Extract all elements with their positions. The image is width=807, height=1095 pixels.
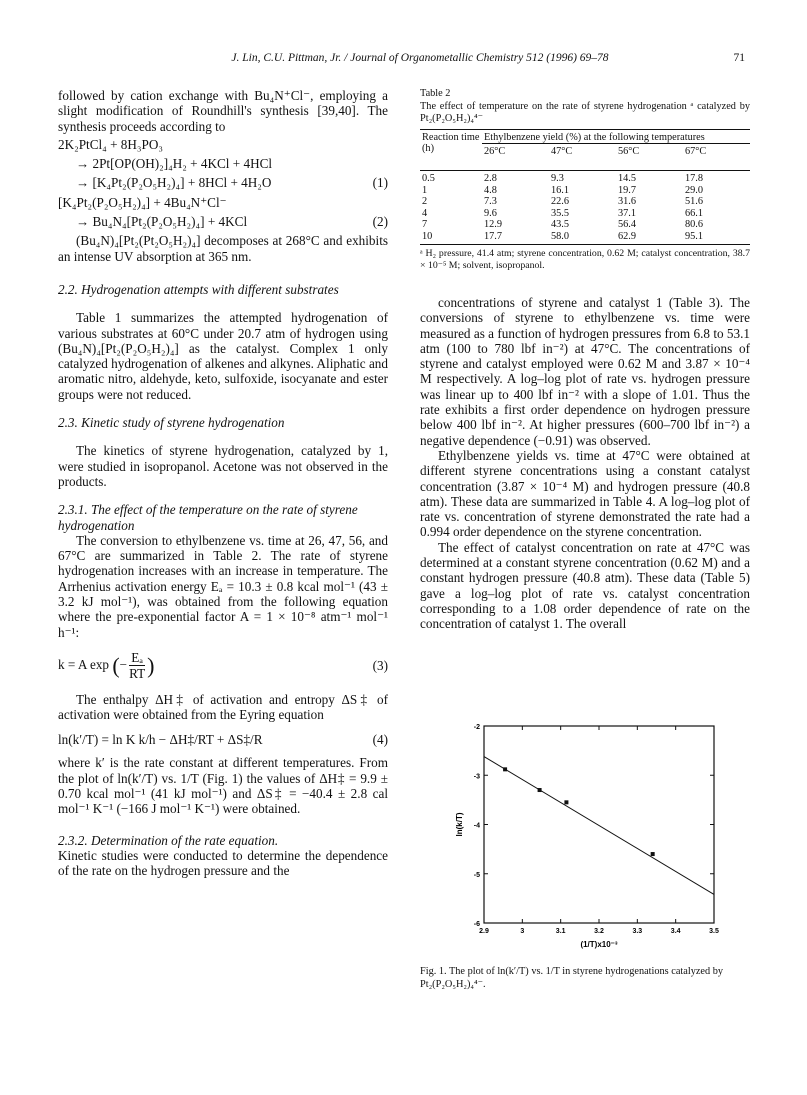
points-group [503,767,655,856]
left-column [58,88,388,878]
equation-2-text-b: → Bu₄N₄[Pt₂(P₂O₅H₂)₄] + 4KCl [76,214,248,230]
table-cell: 17.8 [684,173,703,184]
x-tick-label: 3.1 [555,928,566,935]
equation-3-denominator: RT [129,666,146,682]
table-cell: 2 [422,196,428,207]
equation-1-text-a: 2K₂PtCl₄ + 8H₃PO₃ [58,136,163,152]
x-tick-label: 3 [520,928,525,935]
section-2-2-heading: 2.2. Hydrogenation attempts with different substrates [58,281,339,297]
eyring-paragraph: The enthalpy ΔH‡ of activation and entropy ΔS‡ of activation were obtained from the Eyring equation [58,691,388,722]
x-tick-label: 2.9 [479,928,489,935]
equation-1-text-c: → [K₄Pt₂(P₂O₅H₂)₄] + 8HCl + 4H₂O [76,175,272,191]
equation-1-line-3 [58,175,388,190]
equation-3-lhs: k = A exp [58,656,110,672]
page-number: 71 [733,52,745,64]
table-cell: 35.5 [550,207,570,219]
table-2-head-temp: 26°C [484,146,506,157]
equation-1-line-2 [58,156,388,171]
table-2 [420,88,750,271]
right-column [420,88,750,632]
table-2-footnote: ᵃ H₂ pressure, 41.4 atm; styrene concentration, 0.62 M; catalyst concentration, 38.7 × 10⁻⁵ M; solvent, isopropanol. [420,248,750,271]
equation-4-number: (4) [372,732,388,748]
table-row [420,185,750,197]
table-cell: 51.6 [684,196,703,207]
table-cell: 22.6 [550,196,570,207]
table-2-head-temp: 56°C [617,146,640,157]
running-header: J. Lin, C.U. Pittman, Jr. / Journal of Organometallic Chemistry 512 (1996) 69–78 [231,52,609,64]
table-cell: 10 [422,230,433,242]
plot-frame-rect [484,726,714,923]
x-tick-label: 3.2 [594,928,604,935]
table-2-head-temp: 47°C [550,146,573,157]
table-cell: 17.7 [484,230,503,242]
table-cell: 37.1 [617,207,636,219]
table-2-caption: The effect of temperature on the rate of styrene hydrogenation ᵃ catalyzed by Pt₂(P₂O₅H₂)₄⁴⁻ [420,100,750,124]
x-tick-label: 3.4 [670,928,681,935]
equation-4-expression: ln(k′/T) = ln K k/h − ΔH‡/RT + ΔS‡/R [58,732,263,748]
table-cell: 2.8 [484,173,497,184]
plot-ticks [474,724,719,935]
y-tick-label: -5 [473,871,480,879]
table-cell: 58.0 [550,230,570,242]
table-cell: 56.4 [617,219,636,230]
equation-2-text-a: [K₄Pt₂(P₂O₅H₂)₄] + 4Bu₄N⁺Cl⁻ [58,194,227,210]
figure-1-caption: Fig. 1. The plot of ln(k′/T) vs. 1/T in styrene hydrogenations catalyzed by Pt₂(P₂O₅H₂)₄⁴⁻. [420,966,723,990]
decomposition-paragraph: (Bu₄N)₄[Pt₂(Pt₂O₅H₂)₄] decomposes at 268°C and exhibits an intense UV absorption at 365 nm. [58,233,388,264]
x-tick-label: 3.3 [632,928,643,935]
table-row [420,171,750,185]
data-point [651,852,655,856]
table-row [420,219,750,231]
equation-1-number: (1) [372,175,388,191]
equation-4 [58,732,388,747]
y-tick-label: -3 [473,773,480,781]
intro-paragraph: followed by cation exchange with Bu₄N⁺Cl⁻, employing a slight modification of Roundhill's synthesis [39,40]. The synthesis proceeds according to [58,88,388,134]
data-point [538,788,542,792]
equation-2-line-1 [58,195,388,210]
table-cell: 95.1 [684,230,703,242]
table-cell: 14.5 [617,173,636,184]
table-cell: 31.6 [617,196,636,207]
section-2-3-2-paragraph: Kinetic studies were conducted to determine the dependence of the rate on the hydrogen pressure and the [58,847,388,879]
section-2-2-paragraph: Table 1 summarizes the attempted hydrogenation of various substrates at 60°C under 20.7 atm of hydrogen using (Bu₄N)₄[Pt₂(P₂O₅H₂)₄] as the catalyst. Complex 1 only catalyzed hydrogenation of alkenes and alkynes. Aliphatic and aromatic nitro, aldehyde, keto, sulfoxide, isocyanate and ester groups were not reduced. [58,310,388,402]
equation-1-line-1 [58,137,388,152]
fit-line-group [484,757,714,895]
table-2-head-temp: 67°C [684,146,707,157]
table-cell: 29.0 [684,184,703,196]
table-cell: 80.6 [684,219,703,230]
table-cell: 9.6 [484,207,497,219]
table-cell: 9.3 [550,173,564,184]
equation-3 [58,650,388,682]
right-paragraph-2: Ethylbenzene yields vs. time at 47°C were obtained at different styrene concentrations using a constant catalyst concentration (3.87 × 10⁻⁴ M) and hydrogen pressure (40.8 atm). These data are summarized in Table 4. A log–log plot of rate vs. concentration of styrene demonstrated the rate had a 0.994 order dependence on the styrene concentration. [420,447,750,540]
table-cell: 7.3 [484,196,497,207]
section-2-3-1-paragraph: The conversion to ethylbenzene vs. time at 26, 47, 56, and 67°C are summarized in Table 2. The rate of styrene hydrogenation increases with an increase in temperature. The Arrhenius activation energy Eₐ = 10.3 ± 0.8 kcal mol⁻¹ (43 ± 3.2 kJ mol⁻¹), was obtained from the following equation where the pre-exponential factor A = 1 × 10⁻⁸ atm⁻¹ mol⁻¹ h⁻¹: [58,532,388,640]
table-cell: 62.9 [617,230,636,242]
data-point [564,800,568,804]
table-cell: 66.1 [684,207,703,219]
equation-3-fraction [129,650,145,682]
table-cell: 43.5 [550,219,570,230]
table-row [420,196,750,208]
table-cell: 4 [422,207,428,219]
equation-3-expression: k = A exp (− $\frac{\text{Eₐ}}{RT}$ ) [58,649,155,682]
section-2-3-paragraph: The kinetics of styrene hydrogenation, catalyzed by 1, were studied in isopropanol. Acetone was not observed in the products. [58,443,388,489]
fit-line [484,757,714,895]
table-cell: 0.5 [422,173,435,184]
section-2-3-2-heading: 2.3.2. Determination of the rate equation. [58,832,279,848]
table-2-grid [420,129,750,246]
values-paragraph: where k′ is the rate constant at different temperatures. From the plot of ln(k′/T) vs. 1/T (Fig. 1) the values of ΔH‡ = 9.9 ± 0.70 kcal mol⁻¹ (41 kJ mol⁻¹) and ΔS‡ = −40.4 ± 2.8 cal mol⁻¹ K⁻¹ (−166 J mol⁻¹ K⁻¹) were obtained. [58,755,388,817]
table-cell: 7 [422,219,428,230]
table-cell: 12.9 [484,219,503,230]
y-tick-label: -6 [473,921,480,928]
equation-3-numerator: Eₐ [131,649,143,665]
table-cell: 1 [422,184,428,196]
table-cell: 4.8 [484,184,497,196]
equation-1-text-b: → 2Pt[OP(OH)₂]₄H₂ + 4KCl + 4HCl [76,156,273,172]
y-axis-label: ln(k/T) [455,812,464,837]
x-tick-label: 3.5 [709,928,719,935]
x-axis-label: (1/T)x10⁻³ [580,940,618,949]
table-2-head-time: Reaction time (h) [422,131,480,154]
y-tick-label: -4 [473,822,480,830]
equation-3-number: (3) [372,658,388,674]
table-cell: 19.7 [617,184,636,196]
right-paragraph-3: The effect of catalyst concentration on rate at 47°C was determined at a constant styrene concentration (0.62 M) and a constant hydrogen pressure (40.8 atm). These data (Table 5) gave a log–log plot of rate vs. catalyst concentration corresponding to a 1.08 order dependence of rate on the concentration of catalyst 1. The overall [420,539,750,632]
table-2-head-group: Ethylbenzene yield (%) at the following temperatures [482,129,750,144]
table-2-label: Table 2 [420,88,451,99]
table-cell: 16.1 [550,184,570,196]
table-row [420,231,750,245]
figure-1-plot [432,720,742,956]
equation-2-number: (2) [372,214,388,230]
data-point [503,767,507,771]
table-row [420,208,750,220]
y-tick-label: -2 [473,724,480,731]
equation-2-line-2 [58,214,388,229]
right-paragraph-1: concentrations of styrene and catalyst 1 (Table 3). The conversions of styrene to ethylbenzene vs. time were measured as a function of hydrogen pressures from 6.8 to 53.1 atm (100 to 780 lbf in⁻²) at 47°C. The concentrations of styrene and catalyst employed were 0.62 M and 3.87 × 10⁻⁴ M respectively. A log–log plot of rate vs. hydrogen pressure was linear up to 400 lbf in⁻² with a slope of 1.01. Thus the rate exhibits a first order dependence on hydrogen pressure below 400 lbf in⁻². At higher pressures (600–700 lbf in⁻²) a negative dependence (−0.91) was observed. [420,295,750,448]
section-2-3-1-heading: 2.3.1. The effect of the temperature on the rate of styrene hydrogenation [58,502,358,533]
section-2-3-heading: 2.3. Kinetic study of styrene hydrogenation [58,415,285,431]
plot-frame [484,726,714,923]
